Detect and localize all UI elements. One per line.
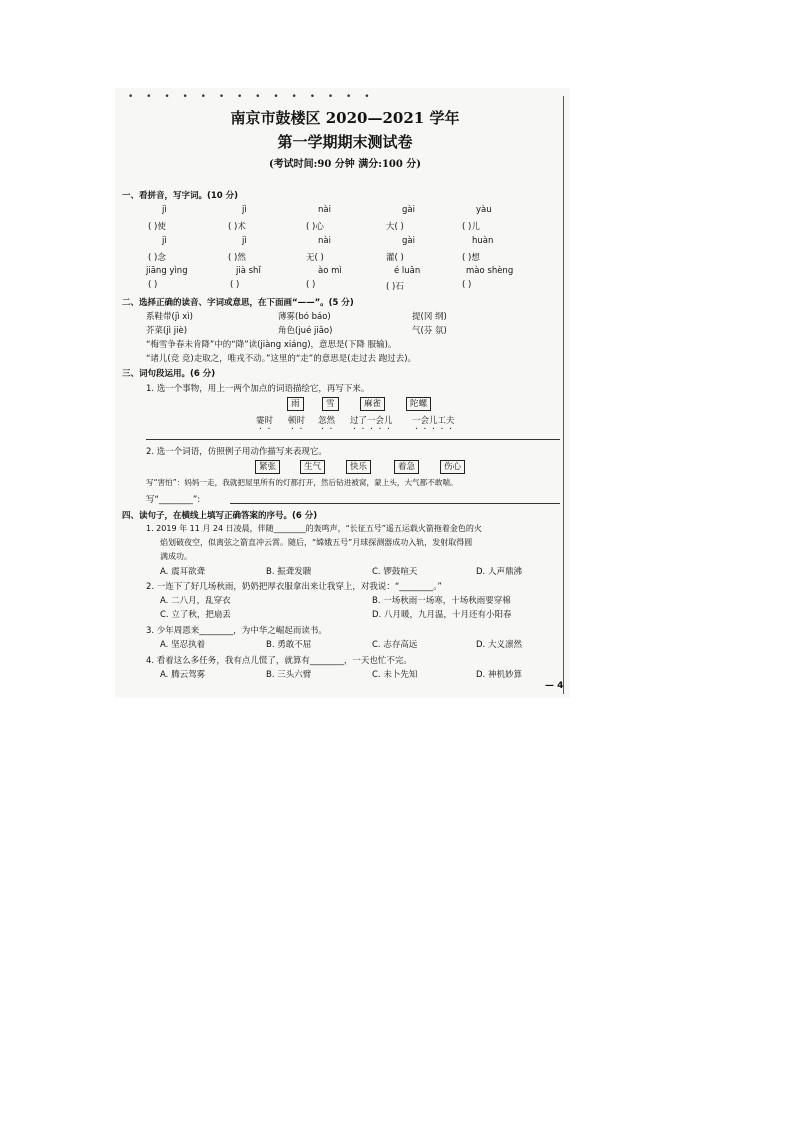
dotted-word: 过了一会儿 bbox=[350, 416, 393, 426]
write-prompt: 写“________”: bbox=[146, 495, 201, 505]
exam-info: (考试时间:90 分钟 满分:100 分) bbox=[268, 159, 422, 170]
blank-word: ( )念 bbox=[148, 253, 166, 263]
pinyin: nài bbox=[318, 205, 331, 215]
pinyin: jì bbox=[162, 236, 167, 246]
question-text: 4. 看着这么多任务，我有点儿慌了，就算有________，一天也忙不完。 bbox=[146, 656, 412, 666]
blank-word: 大( ) bbox=[386, 222, 404, 232]
binding-dots: • • • • • • • • • • • • • • bbox=[128, 92, 375, 102]
blank-word: ( )儿 bbox=[462, 222, 480, 232]
choice-item: 角色(jué jiǎo) bbox=[278, 326, 333, 336]
blank-word: 无( ) bbox=[306, 253, 324, 263]
blank-word: ( )然 bbox=[228, 253, 246, 263]
blank-word: ( ) bbox=[462, 280, 472, 290]
option: D. 大义凛然 bbox=[476, 640, 522, 650]
pinyin: jiāng yìng bbox=[146, 266, 188, 276]
choice-sentence: “诸儿(竞 竞)走取之，唯戎不动。”这里的“走”的意思是(走过去 跑过去)。 bbox=[146, 354, 417, 364]
dotted-word: 霎时 bbox=[256, 416, 274, 426]
word-box: 生气 bbox=[300, 460, 325, 474]
option: A. 腾云驾雾 bbox=[160, 670, 206, 680]
exam-title: 南京市鼓楼区 2020—2021 学年 bbox=[230, 109, 460, 127]
option: C. 未卜先知 bbox=[372, 670, 418, 680]
word-box: 雨 bbox=[287, 397, 304, 411]
option: B. 振聋发聩 bbox=[266, 567, 312, 577]
pinyin: é luǎn bbox=[394, 266, 421, 276]
pinyin: gài bbox=[402, 205, 415, 215]
word-box: 快乐 bbox=[346, 460, 371, 474]
word-box: 麻雀 bbox=[360, 397, 385, 411]
blank-word: ( ) bbox=[230, 280, 240, 290]
word-box: 雪 bbox=[322, 397, 339, 411]
pinyin: ào mì bbox=[318, 266, 342, 276]
dotted-word: 忽然 bbox=[318, 416, 336, 426]
blank-word: ( )石 bbox=[386, 282, 404, 292]
example-sentence: 写“害怕”：妈妈一走，我就把屋里所有的灯都打开，然后钻进被窝，蒙上头，大气都不敢喘。 bbox=[146, 478, 458, 487]
question-text: 2. 一连下了好几场秋雨，奶奶把厚衣服拿出来让我穿上，对我说：“________。” bbox=[146, 582, 442, 592]
option: B. 一场秋雨一场寒，十场秋雨要穿棉 bbox=[372, 596, 511, 606]
option: C. 志存高远 bbox=[372, 640, 418, 650]
question-text: 1. 2019 年 11 月 24 日凌晨，伴随________的轰鸣声，“长征五号”遥五运载火箭拖着金色的火 bbox=[146, 524, 482, 533]
margin-line bbox=[563, 96, 564, 694]
choice-item: 气(芬 氛) bbox=[412, 326, 447, 336]
blank-word: ( )心 bbox=[306, 222, 324, 232]
pinyin: jià shǐ bbox=[236, 266, 261, 276]
word-box: 着急 bbox=[394, 460, 419, 474]
answer-line bbox=[146, 439, 560, 440]
choice-item: 系鞋带(jì xì) bbox=[146, 312, 193, 322]
option: A. 震耳欲聋 bbox=[160, 567, 206, 577]
option: A. 二八月，乱穿衣 bbox=[160, 596, 231, 606]
word-box: 陀螺 bbox=[406, 397, 431, 411]
question-text: 2. 选一个词语，仿照例子用动作描写来表现它。 bbox=[146, 447, 327, 457]
option: C. 锣鼓喧天 bbox=[372, 567, 418, 577]
exam-subtitle: 第一学期期末测试卷 bbox=[277, 133, 413, 151]
option: C. 立了秋，把扇丢 bbox=[160, 610, 231, 620]
blank-word: ( )术 bbox=[228, 222, 246, 232]
option: D. 人声鼎沸 bbox=[476, 567, 522, 577]
question-text: 焰划破夜空，似离弦之箭直冲云霄。随后，“嫦娥五号”月球探测器成功入轨，发射取得圆 bbox=[160, 538, 473, 547]
blank-word: 灌( ) bbox=[386, 253, 404, 263]
option: B. 三头六臂 bbox=[266, 670, 312, 680]
choice-item: 芥菜(jì jiè) bbox=[146, 326, 188, 336]
page-number: — 4 bbox=[545, 681, 564, 691]
option: A. 坚忍执着 bbox=[160, 640, 206, 650]
blank-word: ( )想 bbox=[462, 253, 480, 263]
pinyin: nài bbox=[318, 236, 331, 246]
question-text: 3. 少年周恩来________，为中华之崛起而读书。 bbox=[146, 626, 327, 636]
pinyin: huàn bbox=[472, 236, 494, 246]
section3-heading: 三、词句段运用。(6 分) bbox=[122, 369, 216, 379]
pinyin: gài bbox=[402, 236, 415, 246]
dotted-word: 顿时 bbox=[288, 416, 306, 426]
choice-item: 提(冈 纲) bbox=[412, 312, 447, 322]
section2-heading: 二、选择正确的读音、字词或意思，在下面画“——”。(5 分) bbox=[122, 298, 354, 308]
option: D. 神机妙算 bbox=[476, 670, 522, 680]
choice-sentence: “梅雪争春未肯降”中的“降”读(jiàng xiáng)，意思是(下降 服输)。 bbox=[146, 340, 397, 350]
option: D. 八月暖，九月温，十月还有小阳春 bbox=[372, 610, 512, 620]
word-box: 伤心 bbox=[440, 460, 465, 474]
dotted-word: 一会儿工夫 bbox=[412, 416, 455, 426]
blank-word: ( ) bbox=[306, 280, 316, 290]
question-text: 满成功。 bbox=[160, 552, 192, 561]
section4-heading: 四、读句子，在横线上填写正确答案的序号。(6 分) bbox=[122, 511, 318, 521]
word-box: 紧张 bbox=[255, 460, 280, 474]
blank-word: ( )使 bbox=[148, 222, 166, 232]
section1-heading: 一、看拼音，写字词。(10 分) bbox=[122, 191, 239, 201]
question-text: 1. 选一个事物，用上一两个加点的词语描绘它，再写下来。 bbox=[146, 384, 370, 394]
pinyin: jì bbox=[162, 205, 167, 215]
choice-item: 薄雾(bó báo) bbox=[278, 312, 331, 322]
pinyin: jì bbox=[242, 205, 247, 215]
blank-word: ( ) bbox=[148, 280, 158, 290]
pinyin: yàu bbox=[476, 205, 492, 215]
pinyin: jì bbox=[242, 236, 247, 246]
option: B. 勇敢不屈 bbox=[266, 640, 312, 650]
pinyin: mào shèng bbox=[466, 266, 514, 276]
answer-line bbox=[230, 503, 560, 504]
